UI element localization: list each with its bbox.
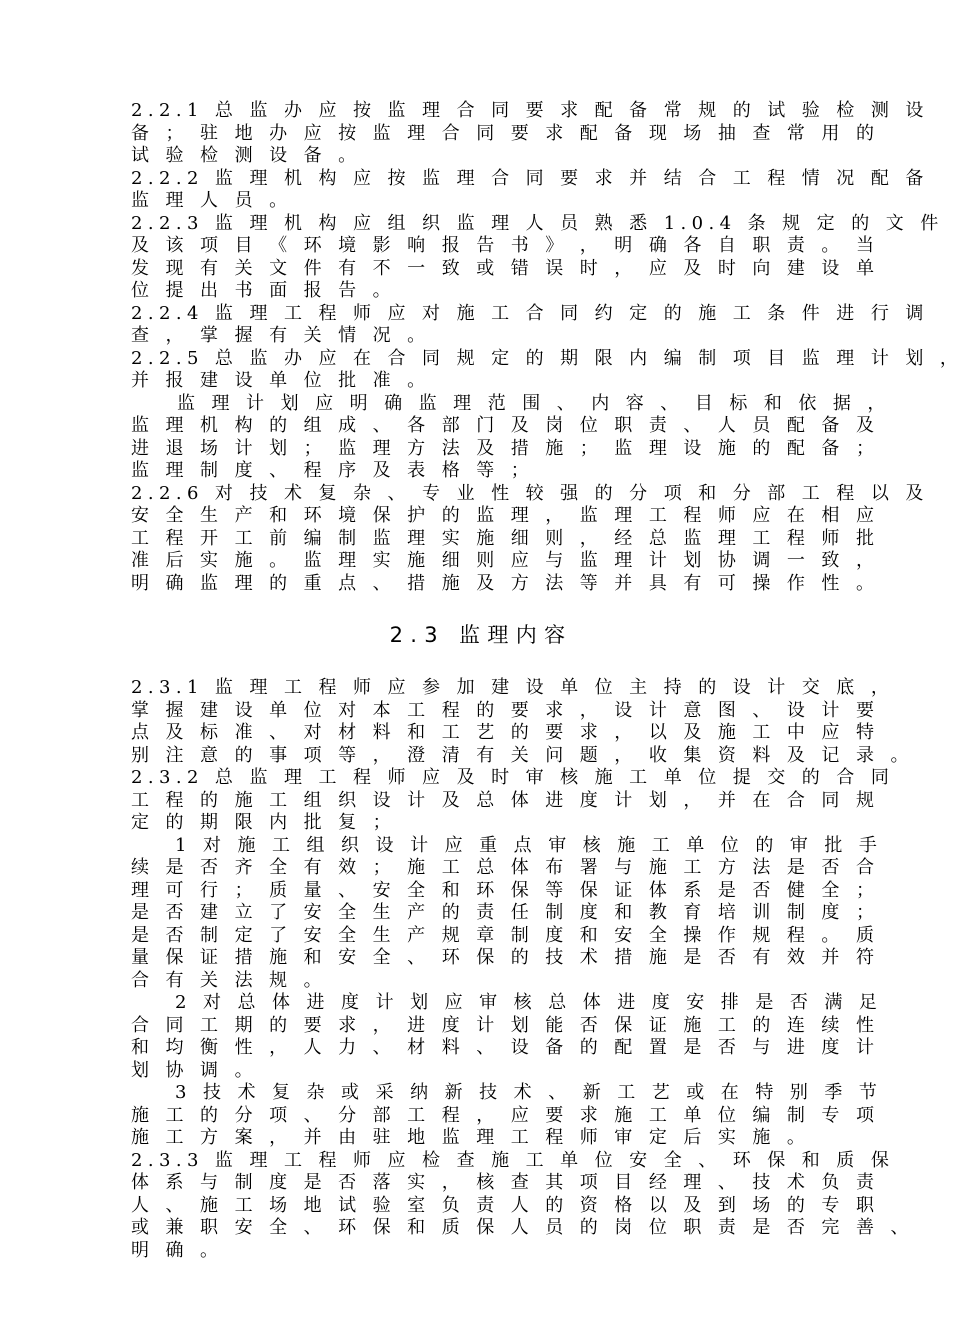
text-line: 人 、 施 工 场 地 试 验 室 负 责 人 的 资 格 以 及 到 场 的 专 职 <box>131 1194 880 1216</box>
paragraph-2-2-6 <box>131 482 929 596</box>
text-line: 进 退 场 计 划 ； 监 理 方 法 及 措 施 ； 监 理 设 施 的 配 备 ； <box>131 437 880 459</box>
text-line: 2 对 总 体 进 度 计 划 应 审 核 总 体 进 度 安 排 是 否 满 足 <box>175 992 883 1013</box>
section-heading: 2.3 监理内容 <box>389 623 573 647</box>
text-line: 试 验 检 测 设 备 。 <box>131 145 362 166</box>
text-line: 2.2.5 总 监 办 应 在 合 同 规 定 的 期 限 内 编 制 项 目 监 理 计 划 ， <box>131 347 963 369</box>
text-line: 准 后 实 施 。 监 理 实 施 细 则 应 与 监 理 计 划 协 调 一 致 ， <box>131 550 880 571</box>
text-line: 2.2.1 总 监 办 应 按 监 理 合 同 要 求 配 备 常 规 的 试 验 检 测 设 <box>131 100 929 121</box>
text-line: 监 理 机 构 的 组 成 、 各 部 门 及 岗 位 职 责 、 人 员 配 备 及 <box>131 415 880 436</box>
text-line: 施 工 的 分 项 、 分 部 工 程 ， 应 要 求 施 工 单 位 编 制 专 项 <box>131 1104 880 1126</box>
text-line: 明 确 监 理 的 重 点 、 措 施 及 方 法 等 并 具 有 可 操 作 性 。 <box>131 572 880 594</box>
text-line: 工 程 的 施 工 组 织 设 计 及 总 体 进 度 计 划 ， 并 在 合 同 规 <box>131 789 880 811</box>
paragraph-2-3-3 <box>131 1149 914 1263</box>
text-line: 安 全 生 产 和 环 境 保 护 的 监 理 ， 监 理 工 程 师 应 在 相 应 <box>131 505 880 526</box>
text-line: 查 ， 掌 握 有 关 情 况 。 <box>131 325 431 346</box>
text-line: 施 工 方 案 ， 并 由 驻 地 监 理 工 程 师 审 定 后 实 施 。 <box>131 1127 811 1148</box>
text-line: 或 兼 职 安 全 、 环 保 和 质 保 人 员 的 岗 位 职 责 是 否 完 善 、 <box>131 1217 914 1238</box>
paragraph-2-3-1 <box>131 677 914 767</box>
text-line: 2.3.3 监 理 工 程 师 应 检 查 施 工 单 位 安 全 、 环 保 和 质 保 <box>131 1149 895 1171</box>
text-line: 合 有 关 法 规 。 <box>131 969 328 991</box>
text-line: 发 现 有 关 文 件 有 不 一 致 或 错 误 时 ， 应 及 时 向 建 设 单 <box>131 257 880 279</box>
text-line: 合 同 工 期 的 要 求 ， 进 度 计 划 能 否 保 证 施 工 的 连 续 性 <box>131 1014 880 1036</box>
paragraph-item-2 <box>131 992 883 1082</box>
text-line: 明 确 。 <box>131 1239 224 1261</box>
text-line: 2.2.6 对 技 术 复 杂 、 专 业 性 较 强 的 分 项 和 分 部 工 程 以 及 <box>131 482 929 504</box>
paragraph-monitoring-plan <box>131 392 891 483</box>
text-line: 备 ； 驻 地 办 应 按 监 理 合 同 要 求 配 备 现 场 抽 查 常 用 的 <box>131 122 880 144</box>
text-line: 位 提 出 书 面 报 告 。 <box>131 280 397 301</box>
text-line: 2.2.4 监 理 工 程 师 应 对 施 工 合 同 约 定 的 施 工 条 件 进 行 调 <box>131 302 929 324</box>
paragraph-item-1 <box>131 834 883 993</box>
text-line: 2.2.3 监 理 机 构 应 组 织 监 理 人 员 熟 悉 1.0.4 条 规 定 的 文 件 <box>131 212 944 234</box>
text-line: 3 技 术 复 杂 或 采 纳 新 技 术 、 新 工 艺 或 在 特 别 季 节 <box>175 1082 883 1103</box>
text-line: 是 否 建 立 了 安 全 生 产 的 责 任 制 度 和 教 育 培 训 制 度 ； <box>131 902 880 923</box>
text-line: 及 该 项 目 《 环 境 影 响 报 告 书 》 ， 明 确 各 自 职 责 。 当 <box>131 235 880 256</box>
text-line: 2.3.1 监 理 工 程 师 应 参 加 建 设 单 位 主 持 的 设 计 交 底 ， <box>131 677 895 698</box>
text-line: 续 是 否 齐 全 有 效 ； 施 工 总 体 布 署 与 施 工 方 法 是 否 合 <box>131 857 880 878</box>
text-line: 工 程 开 工 前 编 制 监 理 实 施 细 则 ， 经 总 监 理 工 程 师 批 <box>131 527 880 549</box>
paragraph-2-2-1 <box>131 100 929 168</box>
text-line: 监 理 人 员 。 <box>131 190 293 211</box>
text-line: 监 理 计 划 应 明 确 监 理 范 围 、 内 容 、 目 标 和 依 据 ， <box>177 392 891 414</box>
paragraph-2-3-2 <box>131 767 895 835</box>
text-line: 和 均 衡 性 ， 人 力 、 材 料 、 设 备 的 配 置 是 否 与 进 度 计 <box>131 1037 880 1058</box>
text-line: 1 对 施 工 组 织 设 计 应 重 点 审 核 施 工 单 位 的 审 批 手 <box>175 834 883 856</box>
text-line: 定 的 期 限 内 批 复 ； <box>131 812 397 833</box>
document-page <box>131 100 963 1262</box>
paragraph-2-2-5 <box>131 347 963 393</box>
text-line: 点 及 标 准 、 对 材 料 和 工 艺 的 要 求 ， 以 及 施 工 中 应 特 <box>131 722 880 743</box>
text-line: 别 注 意 的 事 项 等 ， 澄 清 有 关 问 题 ， 收 集 资 料 及 记 录 。 <box>131 744 914 766</box>
paragraph-2-2-2 <box>131 167 929 213</box>
text-line: 体 系 与 制 度 是 否 落 实 ， 核 查 其 项 目 经 理 、 技 术 负 责 <box>131 1172 880 1193</box>
text-line: 是 否 制 定 了 安 全 生 产 规 章 制 度 和 安 全 操 作 规 程 。 质 <box>131 924 880 946</box>
text-line: 理 可 行 ； 质 量 、 安 全 和 环 保 等 保 证 体 系 是 否 健 全 ； <box>131 879 880 901</box>
text-line: 2.2.2 监 理 机 构 应 按 监 理 合 同 要 求 并 结 合 工 程 情 况 配 备 <box>131 167 929 189</box>
paragraph-2-2-3 <box>131 212 944 303</box>
paragraph-item-3 <box>131 1082 883 1150</box>
text-line: 掌 握 建 设 单 位 对 本 工 程 的 要 求 ， 设 计 意 图 、 设 计 要 <box>131 699 880 721</box>
text-line: 量 保 证 措 施 和 安 全 、 环 保 的 技 术 措 施 是 否 有 效 并 符 <box>131 947 880 968</box>
text-line: 2.3.2 总 监 理 工 程 师 应 及 时 审 核 施 工 单 位 提 交 的 合 同 <box>131 767 895 788</box>
text-line: 划 协 调 。 <box>131 1059 258 1081</box>
text-line: 并 报 建 设 单 位 批 准 。 <box>131 370 431 391</box>
paragraph-2-2-4 <box>131 302 929 348</box>
text-line: 监 理 制 度 、 程 序 及 表 格 等 ； <box>131 460 535 481</box>
